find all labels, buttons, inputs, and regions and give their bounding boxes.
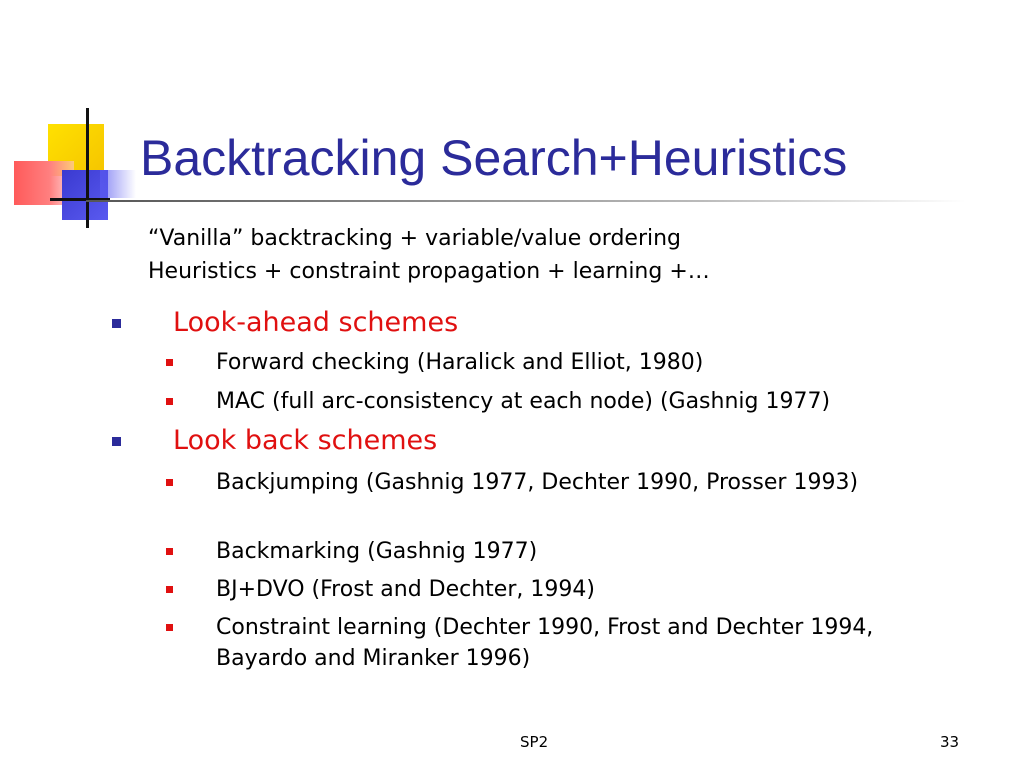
bullet-heading: Look back schemes (173, 425, 438, 456)
square-bullet-icon (112, 319, 121, 328)
sub-bullet-text: Constraint learning (Dechter 1990, Frost and Dechter 1994, Bayardo and Miranker 1996) (216, 615, 874, 671)
square-bullet-icon (166, 548, 173, 555)
square-bullet-icon (166, 359, 173, 366)
decorative-squares-logo (0, 0, 140, 240)
page-number: 33 (940, 733, 960, 751)
slide-title: Backtracking Search+Heuristics (140, 130, 848, 186)
sub-bullet-text: MAC (full arc-consistency at each node) (Gashnig 1977) (216, 389, 831, 414)
footer-label: SP2 (520, 733, 549, 751)
sub-bullet-text: Backjumping (Gashnig 1977, Dechter 1990, Prosser 1993) (216, 470, 859, 495)
blue-fade-square (100, 170, 136, 198)
subtitle (148, 222, 710, 288)
sub-bullet-text: Backmarking (Gashnig 1977) (216, 539, 538, 564)
bullet-heading: Look-ahead schemes (173, 307, 459, 338)
square-bullet-icon (166, 479, 173, 486)
square-bullet-icon (166, 586, 173, 593)
title-underline (86, 200, 966, 202)
square-bullet-icon (166, 398, 173, 405)
sub-bullet-text: Forward checking (Haralick and Elliot, 1980) (216, 350, 704, 375)
square-bullet-icon (112, 437, 121, 446)
logo-vertical-line (86, 108, 89, 228)
subtitle-line: Heuristics + constraint propagation + learning +… (148, 259, 710, 284)
sub-bullet-text: BJ+DVO (Frost and Dechter, 1994) (216, 577, 595, 602)
square-bullet-icon (166, 624, 173, 631)
subtitle-line: “Vanilla” backtracking + variable/value ordering (148, 226, 682, 251)
